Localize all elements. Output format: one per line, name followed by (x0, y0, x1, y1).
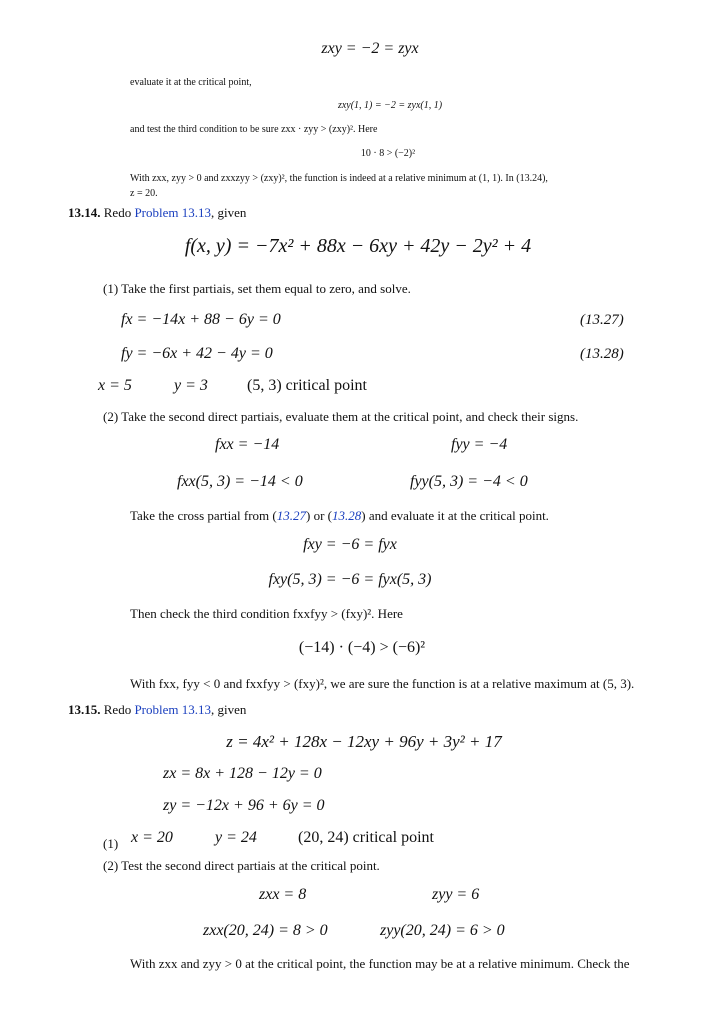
conclusion-13-15: With zxx and zyy > 0 at the critical point, the function may be at a relative minimum. Check the (130, 956, 630, 971)
eq-zyy: zyy = 6 (432, 886, 480, 903)
eq-no-13-27: (13.27) (580, 312, 624, 328)
problem-number: 13.15. (68, 702, 101, 717)
test-text: and test the third condition to be sure zxx · zyy > (zxy)². Here (130, 124, 378, 135)
critical-point: (5, 3) critical point (247, 377, 367, 394)
problem-13-15-heading: 13.15. Redo Problem 13.13, given (68, 702, 247, 717)
function-f: f(x, y) = −7x² + 88x − 6xy + 42y − 2y² + 4 (184, 235, 532, 257)
step-2-text: (2) Test the second direct partiais at the critical point. (103, 858, 380, 873)
y-value: y = 3 (174, 377, 208, 394)
function-z: z = 4x² + 128x − 12xy + 96y + 3y² + 17 (226, 732, 502, 751)
x-value: x = 20 (131, 829, 173, 846)
eq-no-13-28: (13.28) (580, 346, 624, 362)
step-1-label: (1) (103, 836, 119, 851)
eq-fxy-eval: fxy(5, 3) = −6 = fyx(5, 3) (268, 571, 432, 588)
eq-fy: fy = −6x + 42 − 4y = 0 (121, 345, 273, 362)
ref-13-28-link[interactable]: 13.28 (331, 508, 362, 523)
eq-zxy: zxy = −2 = zyx (321, 40, 419, 57)
problem-13-14-heading: 13.14. Redo Problem 13.13, given (68, 205, 247, 220)
eq-zxy-eval: zxy(1, 1) = −2 = zyx(1, 1) (337, 100, 443, 111)
eq-fyy: fyy = −4 (451, 436, 508, 453)
step-1-text: (1) Take the first partiais, set them equal to zero, and solve. (103, 281, 411, 296)
step-2-text: (2) Take the second direct partiais, evaluate them at the critical point, and check their signs. (103, 409, 579, 424)
x-value: x = 5 (98, 377, 132, 394)
eq-zxx: zxx = 8 (259, 886, 307, 903)
critical-point: (20, 24) critical point (298, 829, 434, 846)
third-condition-text: Then check the third condition fxxfyy > (fxy)². Here (130, 606, 403, 621)
y-value: y = 24 (215, 829, 257, 846)
eq-test: 10 · 8 > (−2)² (360, 148, 416, 159)
evaluate-text: evaluate it at the critical point, (130, 77, 252, 88)
conclusion-13-14: With fxx, fyy < 0 and fxxfyy > (fxy)², we are sure the function is at a relative maximum at (5, 3). (130, 676, 635, 691)
problem-13-13-link[interactable]: Problem 13.13 (134, 205, 212, 220)
eq-zyy-eval: zyy(20, 24) = 6 > 0 (380, 922, 505, 939)
eq-fxy: fxy = −6 = fyx (303, 536, 397, 553)
with-line-2: z = 20. (130, 188, 158, 199)
eq-fx: fx = −14x + 88 − 6y = 0 (121, 311, 281, 328)
eq-zx: zx = 8x + 128 − 12y = 0 (163, 765, 322, 782)
problem-13-13-link[interactable]: Problem 13.13 (134, 702, 212, 717)
eq-zxx-eval: zxx(20, 24) = 8 > 0 (203, 922, 328, 939)
ref-13-27-link[interactable]: 13.27 (276, 508, 306, 523)
eq-fxx: fxx = −14 (215, 436, 280, 453)
eq-fxx-eval: fxx(5, 3) = −14 < 0 (177, 473, 303, 490)
eq-third-condition: (−14) · (−4) > (−6)² (298, 639, 426, 656)
eq-fyy-eval: fyy(5, 3) = −4 < 0 (410, 473, 528, 490)
with-line-1: With zxx, zyy > 0 and zxxzyy > (zxy)², the function is indeed at a relative minimum at (1, 1). In (13.24), (130, 173, 548, 184)
eq-zy: zy = −12x + 96 + 6y = 0 (163, 797, 325, 814)
problem-number: 13.14. (68, 205, 101, 220)
cross-partial-text: Take the cross partial from (13.27) or (13.28) and evaluate it at the critical point. (130, 508, 549, 523)
